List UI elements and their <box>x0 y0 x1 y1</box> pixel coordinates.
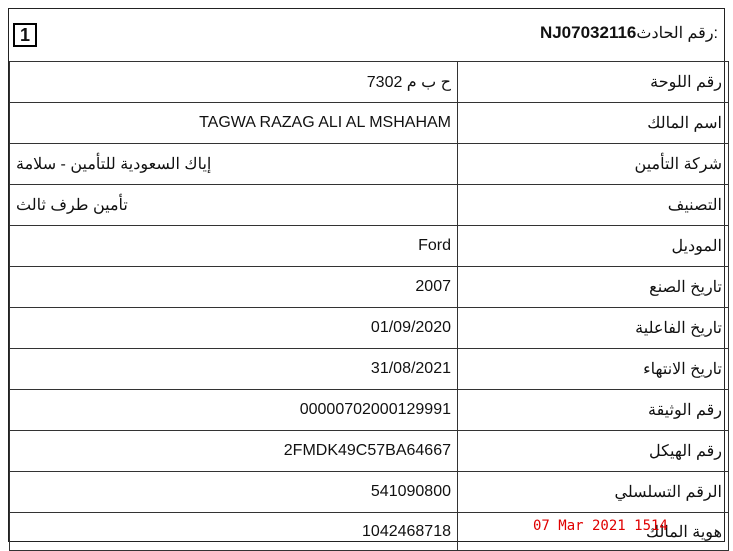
accident-document <box>8 8 725 542</box>
serial-number-value: 541090800 <box>10 472 458 513</box>
table-row <box>10 390 729 431</box>
chassis-number-value: 2FMDK49C57BA64667 <box>10 431 458 472</box>
owner-id-value: 1042468718 <box>10 513 458 551</box>
table-row <box>10 349 729 390</box>
manufacture-year-label: تاريخ الصنع <box>458 267 729 308</box>
expiry-date-label: تاريخ الانتهاء <box>458 349 729 390</box>
table-row <box>10 308 729 349</box>
effective-date-value: 01/09/2020 <box>10 308 458 349</box>
accident-number-title <box>540 23 718 43</box>
table-row <box>10 267 729 308</box>
classification-label: التصنيف <box>458 185 729 226</box>
insurance-company-label: شركة التأمين <box>458 144 729 185</box>
table-row <box>10 226 729 267</box>
classification-value: تأمين طرف ثالث <box>10 185 458 226</box>
manufacture-year-value: 2007 <box>10 267 458 308</box>
timestamp-stamp: 07 Mar 2021 1514 <box>533 518 668 534</box>
expiry-date-value: 31/08/2021 <box>10 349 458 390</box>
effective-date-label: تاريخ الفاعلية <box>458 308 729 349</box>
chassis-number-label: رقم الهيكل <box>458 431 729 472</box>
accident-number-label: :رقم الحادث <box>636 25 718 42</box>
table-row <box>10 185 729 226</box>
owner-id-label: هوية المالك <box>458 513 729 551</box>
table-row <box>10 144 729 185</box>
owner-name-value: TAGWA RAZAG ALI AL MSHAHAM <box>10 103 458 144</box>
plate-number-label: رقم اللوحة <box>458 62 729 103</box>
document-header <box>9 9 724 62</box>
model-label: الموديل <box>458 226 729 267</box>
serial-number-label: الرقم التسلسلي <box>458 472 729 513</box>
table-row <box>10 103 729 144</box>
table-row <box>10 62 729 103</box>
entry-number-box: 1 <box>13 23 37 47</box>
table-row <box>10 431 729 472</box>
table-row <box>10 472 729 513</box>
model-value: Ford <box>10 226 458 267</box>
policy-number-value: 00000702000129991 <box>10 390 458 431</box>
plate-number-value: ح ب م 7302 <box>10 62 458 103</box>
vehicle-details-table <box>9 61 729 551</box>
insurance-company-value: إياك السعودية للتأمين - سلامة <box>10 144 458 185</box>
accident-number: NJ07032116 <box>539 23 637 42</box>
policy-number-label: رقم الوثيقة <box>458 390 729 431</box>
owner-name-label: اسم المالك <box>458 103 729 144</box>
